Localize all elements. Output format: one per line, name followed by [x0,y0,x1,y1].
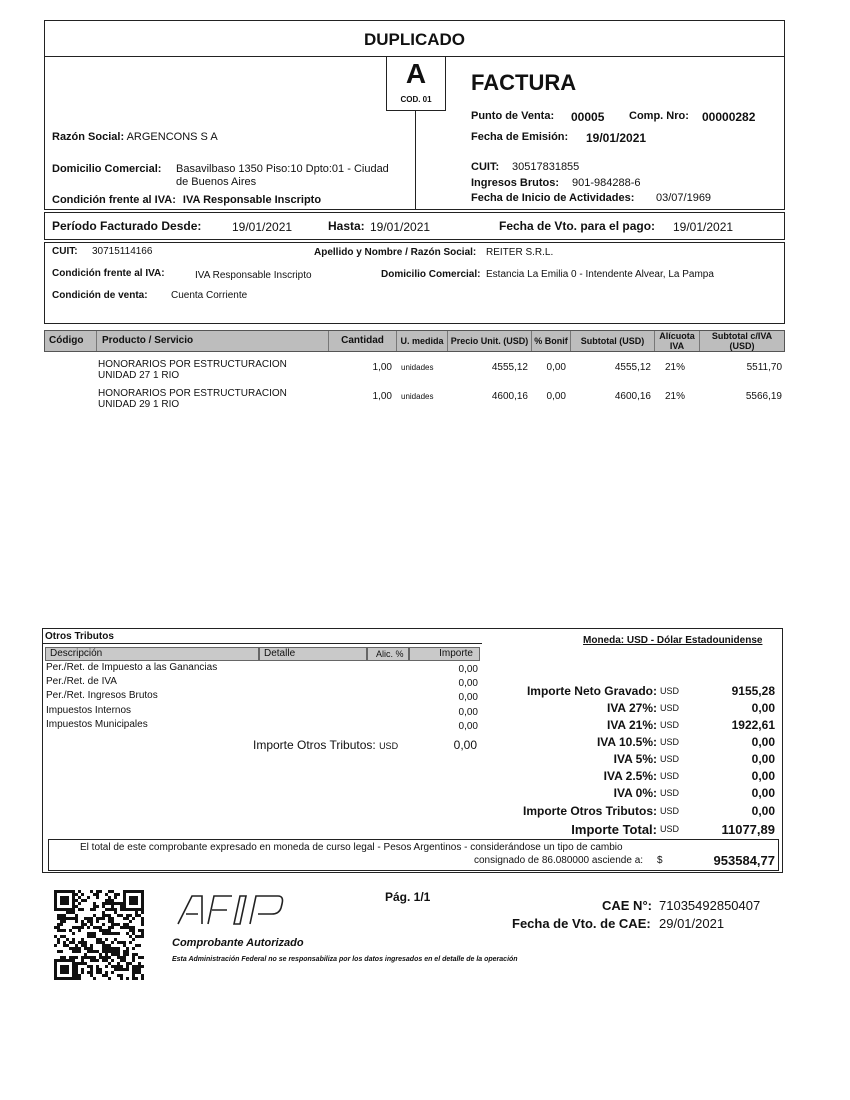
total-label: IVA 5%: [613,752,657,766]
cae-vto-label: Fecha de Vto. de CAE: [512,916,651,931]
cae-vto-value: 29/01/2021 [659,916,725,931]
fecha-emision-value: 19/01/2021 [586,131,647,145]
item-desc-line1: HONORARIOS POR ESTRUCTURACION [98,359,287,370]
razon-social-value: ARGENCONS S A [126,131,218,143]
total-value: 0,00 [751,769,775,783]
trib-col-alic [367,647,409,661]
col-cantidad [328,331,396,351]
receptor-condicion-label: Condición frente al IVA: [52,268,165,279]
item-subtotal: 4600,16 [614,391,651,402]
otros-tributos-total-currency: USD [379,741,399,751]
total-currency: USD [660,788,680,798]
periodo-desde-label: Período Facturado Desde: [52,219,202,233]
col-bonif-label: % Bonif [534,336,568,346]
total-iva-21 [490,718,775,735]
total-label: IVA 0%: [613,786,657,800]
comp-nro-label: Comp. Nro: [629,110,689,122]
total-value: 0,00 [751,786,775,800]
item-alicuota: 21% [665,362,686,373]
list-item [46,662,478,676]
total-value: 11077,89 [721,822,775,837]
receptor-nombre-value: REITER S.R.L. [486,247,554,258]
col-bonif [531,331,570,351]
leyenda-currency: $ [657,855,663,866]
duplicado-banner: DUPLICADO [363,30,466,49]
total-iva-5 [490,752,775,769]
trib-desc: Impuestos Municipales [46,719,148,730]
emisor-condicion [52,194,321,206]
item-precio: 4600,16 [491,391,528,402]
total-otros-tributos [490,804,775,821]
total-value: 1922,61 [731,718,775,732]
total-currency: USD [660,703,680,713]
col-alicuota-label1: Alícuota [659,331,695,341]
inicio-actividades-value: 03/07/1969 [656,192,712,204]
item-umedida: unidades [401,363,434,372]
item-subtotal-iva: 5511,70 [746,362,782,373]
otros-tributos-total-label: Importe Otros Tributos: [253,738,376,752]
col-precio [447,331,531,351]
trib-col-importe [409,647,480,661]
item-desc-line2: UNIDAD 29 1 RIO [98,399,180,410]
col-subtotal-label: Subtotal (USD) [580,336,645,346]
item-umedida: unidades [401,392,434,401]
total-value: 0,00 [751,735,775,749]
comp-nro-value: 00000282 [702,110,756,124]
list-item [46,705,478,719]
condicion-venta-value: Cuenta Corriente [171,290,248,301]
condicion-label: Condición frente al IVA: [52,194,176,206]
total-neto-gravado [490,684,775,701]
item-bonif: 0,00 [546,391,566,402]
col-codigo [45,331,96,351]
domicilio-line1: Basavilbaso 1350 Piso:10 Dpto:01 - Ciudad [176,163,389,175]
col-precio-label: Precio Unit. (USD) [450,336,529,346]
total-currency: USD [660,720,680,730]
total-iva-2-5 [490,769,775,786]
total-label: IVA 10.5%: [596,735,657,749]
trib-desc: Impuestos Internos [46,705,132,716]
item-cantidad: 1,00 [372,362,392,373]
qr-code [53,890,145,980]
item-subtotal: 4555,12 [614,362,651,373]
list-item [46,690,478,704]
col-umedida-label: U. medida [400,336,444,346]
receptor-domicilio-label: Domicilio Comercial: [381,269,481,280]
col-cantidad-label: Cantidad [341,335,384,346]
trib-col-desc-label: Descripción [50,648,103,659]
comprobante-autorizado: Comprobante Autorizado [172,937,304,949]
col-alicuota-label2: IVA [669,341,685,351]
col-producto [96,331,328,351]
total-importe-total [490,822,775,839]
trib-col-desc [45,647,259,661]
receptor-cuit-label: CUIT: [52,246,78,257]
footer-disclaimer: Esta Administración Federal no se responsabiliza por los datos ingresados en el detalle de la operación [172,956,518,963]
item-precio: 4555,12 [491,362,528,373]
periodo-hasta-label: Hasta: [328,219,365,233]
trib-importe: 0,00 [458,721,478,732]
items-header-row [44,330,785,352]
ingresos-brutos-value: 901-984288-6 [572,177,641,189]
total-iva-0 [490,786,775,803]
item-subtotal-iva: 5566,19 [745,391,782,402]
condicion-venta-label: Condición de venta: [52,290,148,301]
col-producto-label: Producto / Servicio [102,335,194,346]
total-iva-27 [490,701,775,718]
total-label: Importe Otros Tributos: [522,804,657,818]
afip-logo-mark [174,893,286,927]
list-item [46,719,478,733]
receptor-condicion-value: IVA Responsable Inscripto [195,270,312,281]
domicilio-label: Domicilio Comercial: [52,163,162,175]
total-currency: USD [660,737,680,747]
cuit-emisor-label: CUIT: [471,161,500,173]
afip-logo [174,893,286,930]
leyenda-total-pesos: 953584,77 [713,853,775,868]
total-value: 0,00 [751,752,775,766]
total-currency: USD [660,771,680,781]
total-currency: USD [660,824,680,834]
trib-col-importe-label: Importe [439,648,473,659]
pagina: Pág. 1/1 [385,890,431,904]
condicion-value: IVA Responsable Inscripto [182,194,322,206]
total-value: 0,00 [751,804,775,818]
otros-tributos-title-line [42,643,482,644]
list-item [46,676,478,690]
item-alicuota: 21% [665,391,686,402]
total-currency: USD [660,754,680,764]
trib-importe: 0,00 [458,678,478,689]
col-subtotal-iva-label2: (USD) [729,341,755,351]
fecha-emision-label: Fecha de Emisión: [471,131,569,143]
total-value: 9155,28 [731,684,775,698]
punto-venta-label: Punto de Venta: [471,110,555,122]
trib-col-alic-label: Alic. % [376,649,404,659]
header-vertical-divider [415,111,416,210]
ingresos-brutos-label: Ingresos Brutos: [471,177,560,189]
item-desc-line1: HONORARIOS POR ESTRUCTURACION [98,388,287,399]
trib-importe: 0,00 [458,692,478,703]
otros-tributos-title: Otros Tributos [45,631,114,642]
vto-pago-value: 19/01/2021 [673,220,734,234]
trib-desc: Per./Ret. Ingresos Brutos [46,690,158,701]
trib-desc: Per./Ret. de IVA [46,676,117,687]
moneda-label: Moneda: USD - Dólar Estadounidense [583,635,763,646]
total-iva-10-5 [490,735,775,752]
trib-col-detalle [259,647,367,661]
item-cantidad: 1,00 [372,391,392,402]
leyenda-line2: consignado de 86.080000 asciende a: [474,855,644,866]
receptor-nombre-label: Apellido y Nombre / Razón Social: [314,247,477,258]
domicilio-line2: de Buenos Aires [176,176,257,188]
trib-col-detalle-label: Detalle [264,648,296,659]
col-codigo-label: Código [49,335,84,346]
factura-title: FACTURA [471,70,577,95]
total-label: IVA 27%: [606,701,657,715]
cae-label: CAE N°: [602,898,652,913]
trib-desc: Per./Ret. de Impuesto a las Ganancias [46,662,218,673]
inicio-actividades-label: Fecha de Inicio de Actividades: [471,192,635,204]
item-bonif: 0,00 [546,362,566,373]
total-label: Importe Total: [571,822,657,837]
col-subtotal-iva [699,331,784,351]
periodo-desde-value: 19/01/2021 [232,220,293,234]
total-currency: USD [660,806,680,816]
total-currency: USD [660,686,680,696]
emisor-razon-social [52,131,218,143]
vto-pago-label: Fecha de Vto. para el pago: [499,219,656,233]
col-subtotal-iva-label1: Subtotal c/IVA [711,331,773,341]
razon-social-label: Razón Social: [52,131,125,143]
total-value: 0,00 [751,701,775,715]
col-subtotal [570,331,654,351]
otros-tributos-total-value: 0,00 [453,738,477,752]
punto-venta-value: 00005 [571,110,605,124]
total-label: IVA 2.5%: [603,769,657,783]
trib-importe: 0,00 [458,664,478,675]
total-label: IVA 21%: [606,718,657,732]
total-label: Importe Neto Gravado: [526,684,657,698]
periodo-hasta-value: 19/01/2021 [370,220,431,234]
doc-code: COD. 01 [400,95,432,104]
receptor-cuit-value: 30715114166 [92,246,153,257]
otros-tributos-total [253,738,398,752]
item-desc-line2: UNIDAD 27 1 RIO [98,370,180,381]
leyenda-line1: El total de este comprobante expresado en moneda de curso legal - Pesos Argentinos - considerándose un tipo de cambio [80,842,623,853]
cae-value: 71035492850407 [659,898,761,913]
trib-importe: 0,00 [458,707,478,718]
col-umedida [396,331,447,351]
doc-letter: A [405,58,427,89]
cuit-emisor-value: 30517831855 [512,161,580,173]
col-alicuota [654,331,699,351]
receptor-domicilio-value: Estancia La Emilia 0 - Intendente Alvear, La Pampa [486,269,714,280]
